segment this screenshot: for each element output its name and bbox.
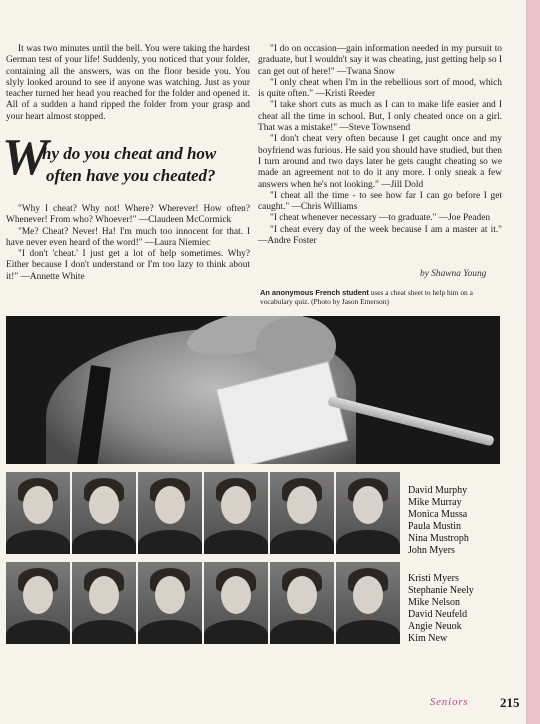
student-name: Angie Neuok <box>408 621 462 632</box>
portrait <box>72 562 136 644</box>
portrait <box>270 472 334 554</box>
story-intro <box>6 44 250 123</box>
photo-caption <box>260 288 504 306</box>
portrait-names-row-2 <box>408 573 474 645</box>
cheat-sheet-photo <box>6 316 500 464</box>
headline-line-2: often have you cheated? <box>46 166 216 185</box>
student-name: David Murphy <box>408 485 468 496</box>
student-name: Kristi Myers <box>408 573 459 584</box>
headline-dropcap: W <box>2 129 49 186</box>
student-name: John Myers <box>408 545 455 556</box>
portrait <box>72 472 136 554</box>
student-name: Kim New <box>408 633 448 644</box>
quote: "I only cheat when I'm in the rebellious sort of mood, which is quite often." —Kristi Reeder <box>258 77 502 100</box>
page-number: 215 <box>500 695 520 710</box>
portrait <box>336 562 400 644</box>
student-name: Mike Nelson <box>408 597 460 608</box>
left-quotes <box>6 204 250 283</box>
student-name: Stephanie Neely <box>408 585 474 596</box>
headline <box>2 129 252 198</box>
byline: by Shawna Young <box>420 269 487 279</box>
quote: "I don't 'cheat.' I just get a lot of help sometimes. Why? Either because I don't understand or I'm too lazy to think about it!" —Annette White <box>6 249 250 282</box>
portrait <box>204 562 268 644</box>
student-name: Mike Murray <box>408 497 462 508</box>
headline-line-1: hy do you cheat and how <box>42 144 217 163</box>
student-name: Monica Mussa <box>408 509 468 520</box>
portrait <box>6 562 70 644</box>
portrait <box>336 472 400 554</box>
portrait <box>138 562 202 644</box>
caption-lead: An anonymous French student <box>260 288 369 297</box>
portrait <box>270 562 334 644</box>
student-name: Nina Mustroph <box>408 533 469 544</box>
section-label: Seniors <box>430 697 469 708</box>
right-quotes <box>258 44 502 247</box>
quote: "I don't cheat very often because I get caught once and my boyfriend was furious. He said you should have studied, but then I turn around and two days later he gets caught cheating so we made an agreement not to do it any more. I only sneak a few answers when he's not looking." —Jill Dold <box>258 134 502 190</box>
quote: "Me? Cheat? Never! Ha! I'm much too innocent for that. I have never even heard of the word!" —Laura Niemiec <box>6 226 250 248</box>
story-paragraph: It was two minutes until the bell. You were taking the hardest German test of your life! Suddenly, you noticed that your folder, containing all the answers, was on the floor beside you. You slyly looked around to see if anyone was watching. Just as your teacher turned her head you reached for the folder and opened it. All of a sudden a hand ripped the folder from your grasp and your heart almost stopped. <box>6 44 250 122</box>
portrait <box>204 472 268 554</box>
quote: "I cheat all the time - to see how far I can go before I get caught." —Chris Williams <box>258 190 502 213</box>
quote: "Why I cheat? Why not! Where? Wherever! How often? Whenever! From who? Whoever!" —Claudeen McCormick <box>6 204 250 226</box>
quote: "I take short cuts as much as I can to make life easier and I cheat all the time in school. But, I only cheated once on a girl. That was a mistake!" —Steve Townsend <box>258 100 502 134</box>
page-edge <box>526 0 540 724</box>
student-name: David Neufeld <box>408 609 468 620</box>
caption-text: uses a cheat sheet to help him on a vocabulary quiz. (Photo by Jason Emerson) <box>260 288 473 307</box>
portrait <box>138 472 202 554</box>
portrait-names-row-1 <box>408 485 469 557</box>
student-name: Paula Mustin <box>408 521 462 532</box>
portrait <box>6 472 70 554</box>
quote: "I do on occasion—gain information needed in my pursuit to graduate, but I wouldn't say it was cheating, just getting help so I can get out of here!" —Twana Snow <box>258 44 502 77</box>
quote: "I cheat every day of the week because I am a master at it." —Andre Foster <box>258 224 502 247</box>
quote: "I cheat whenever necessary —to graduate." —Joe Peaden <box>270 213 491 224</box>
